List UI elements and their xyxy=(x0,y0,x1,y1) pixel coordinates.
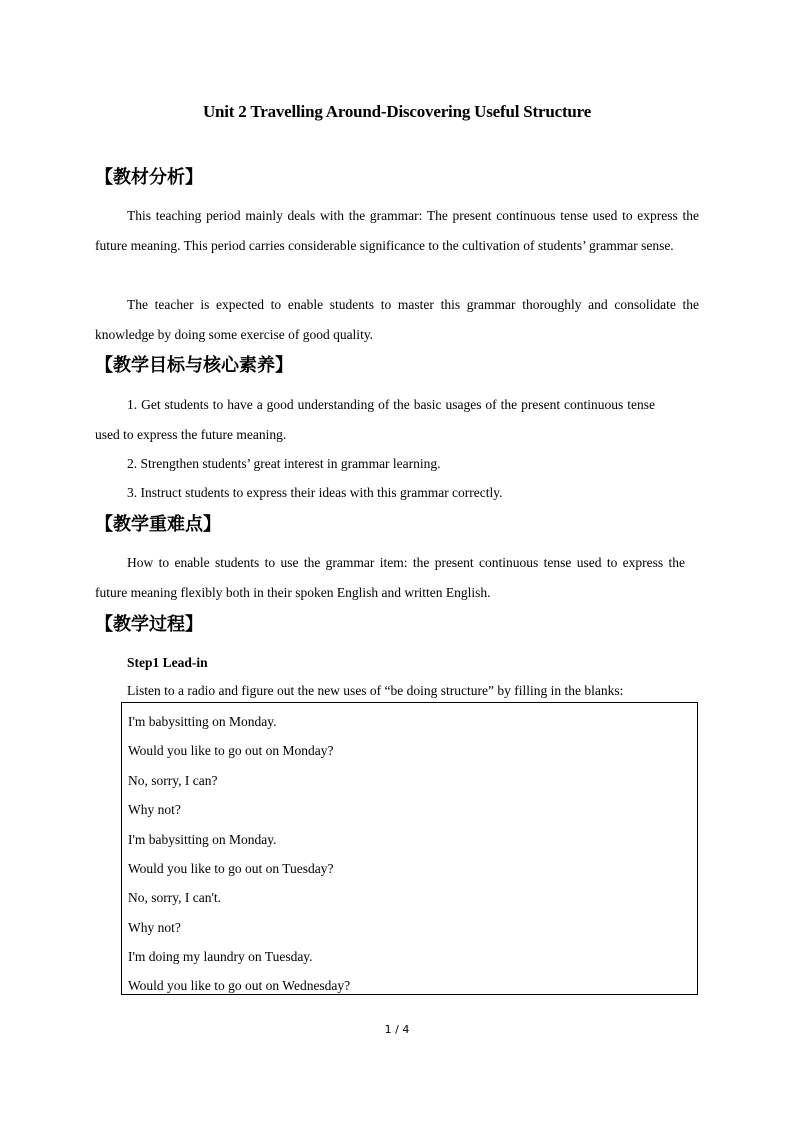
analysis-paragraph-2: The teacher is expected to enable students to master this grammar thoroughly and consolidate the knowledge by doing some exercise of good quality. xyxy=(95,297,699,342)
dialog-line: Would you like to go out on Monday? xyxy=(128,743,334,758)
step1-instruction: Listen to a radio and figure out the new uses of “be doing structure” by filling in the blanks: xyxy=(127,683,624,698)
objective-item-3: 3. Instruct students to express their ideas with this grammar correctly. xyxy=(127,485,503,500)
dialog-line: Would you like to go out on Wednesday? xyxy=(128,978,351,993)
section-heading-analysis: 【教材分析】 xyxy=(95,167,203,188)
dialog-line: No, sorry, I can't. xyxy=(128,890,222,905)
dialog-line: I'm babysitting on Monday. xyxy=(128,832,277,847)
dialog-line: I'm doing my laundry on Tuesday. xyxy=(128,949,313,964)
section-heading-process: 【教学过程】 xyxy=(95,614,203,635)
analysis-paragraph-1: This teaching period mainly deals with the grammar: The present continuous tense used to express the future meaning. This period carries considerable significance to the cultivation of students’ grammar sense. xyxy=(95,208,699,253)
objective-item-2: 2. Strengthen students’ great interest in grammar learning. xyxy=(127,456,441,471)
dialog-line: I'm babysitting on Monday. xyxy=(128,714,277,729)
dialog-line: No, sorry, I can? xyxy=(128,773,218,788)
step1-label: Step1 Lead-in xyxy=(127,655,208,670)
document-title: Unit 2 Travelling Around-Discovering Useful Structure xyxy=(202,102,592,121)
dialog-box xyxy=(121,702,698,995)
dialog-line: Why not? xyxy=(128,802,181,817)
section-heading-key-points: 【教学重难点】 xyxy=(95,514,221,535)
section-heading-objectives: 【教学目标与核心素养】 xyxy=(95,355,293,376)
objective-item-1: 1. Get students to have a good understanding of the basic usages of the present continuous tense used to express the future meaning. xyxy=(95,397,655,442)
dialog-line: Would you like to go out on Tuesday? xyxy=(128,861,334,876)
key-points-paragraph: How to enable students to use the grammar item: the present continuous tense used to express the future meaning flexibly both in their spoken English and written English. xyxy=(95,555,685,600)
page-number: 1 / 4 xyxy=(384,1023,410,1036)
dialog-line: Why not? xyxy=(128,920,181,935)
